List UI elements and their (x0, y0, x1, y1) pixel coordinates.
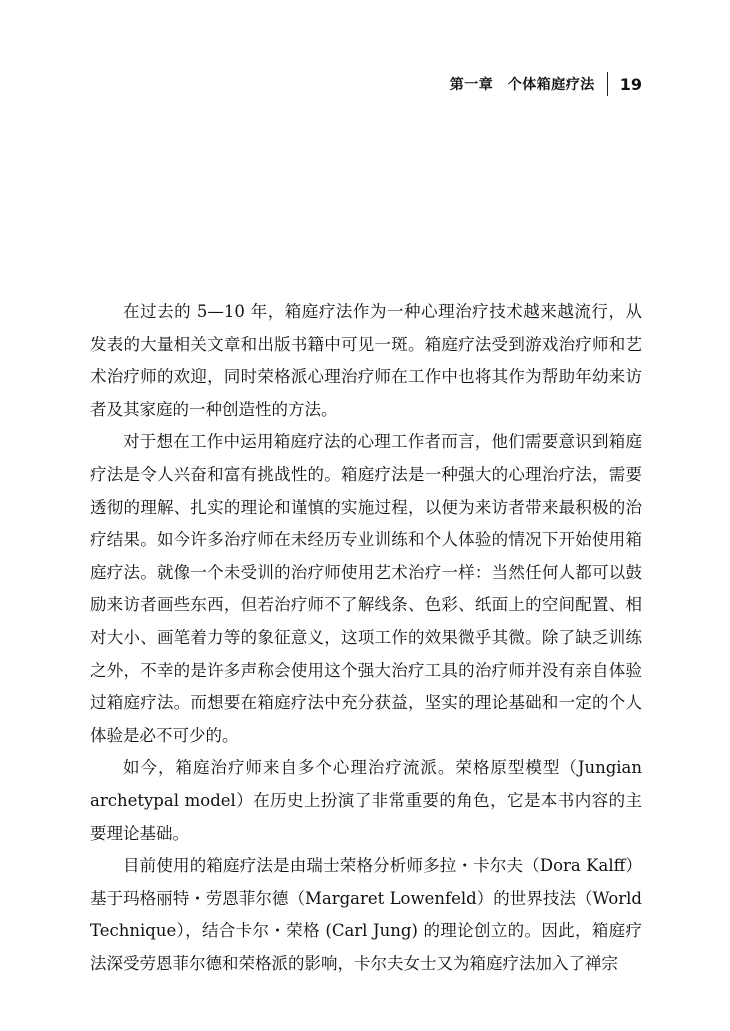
header-divider (607, 72, 608, 96)
paragraph-1: 在过去的 5—10 年，箱庭疗法作为一种心理治疗技术越来越流行，从发表的大量相关文章和出版书籍中可见一斑。箱庭疗法受到游戏治疗师和艺术治疗师的欢迎，同时荣格派心理治疗师在工作中也将其作为帮助年幼来访者及其家庭的一种创造性的方法。 (90, 302, 642, 419)
running-header (450, 72, 642, 96)
body-text (90, 296, 642, 980)
page-number: 19 (619, 74, 642, 94)
paragraph-3: 如今，箱庭治疗师来自多个心理治疗流派。荣格原型模型（Jungian archetypal model）在历史上扮演了非常重要的角色，它是本书内容的主要理论基础。 (90, 758, 642, 843)
paragraph-4: 目前使用的箱庭疗法是由瑞士荣格分析师多拉・卡尔夫（Dora Kalff）基于玛格丽特・劳恩菲尔德（Margaret Lowenfeld）的世界技法（World Technique），结合卡尔・荣格 (Carl Jung) 的理论创立的。因此，箱庭疗法深受劳恩菲尔德和荣格派的影响，卡尔夫女士又为箱庭疗法加入了禅宗 (90, 856, 642, 973)
paragraph-2: 对于想在工作中运用箱庭疗法的心理工作者而言，他们需要意识到箱庭疗法是令人兴奋和富有挑战性的。箱庭疗法是一种强大的心理治疗法，需要透彻的理解、扎实的理论和谨慎的实施过程，以便为来访者带来最积极的治疗结果。如今许多治疗师在未经历专业训练和个人体验的情况下开始使用箱庭疗法。就像一个未受训的治疗师使用艺术治疗一样：当然任何人都可以鼓励来访者画些东西，但若治疗师不了解线条、色彩、纸面上的空间配置、相对大小、画笔着力等的象征意义，这项工作的效果微乎其微。除了缺乏训练之外，不幸的是许多声称会使用这个强大治疗工具的治疗师并没有亲自体验过箱庭疗法。而想要在箱庭疗法中充分获益，坚实的理论基础和一定的个人体验是必不可少的。 (90, 432, 642, 745)
chapter-title: 第一章 个体箱庭疗法 (449, 77, 595, 93)
